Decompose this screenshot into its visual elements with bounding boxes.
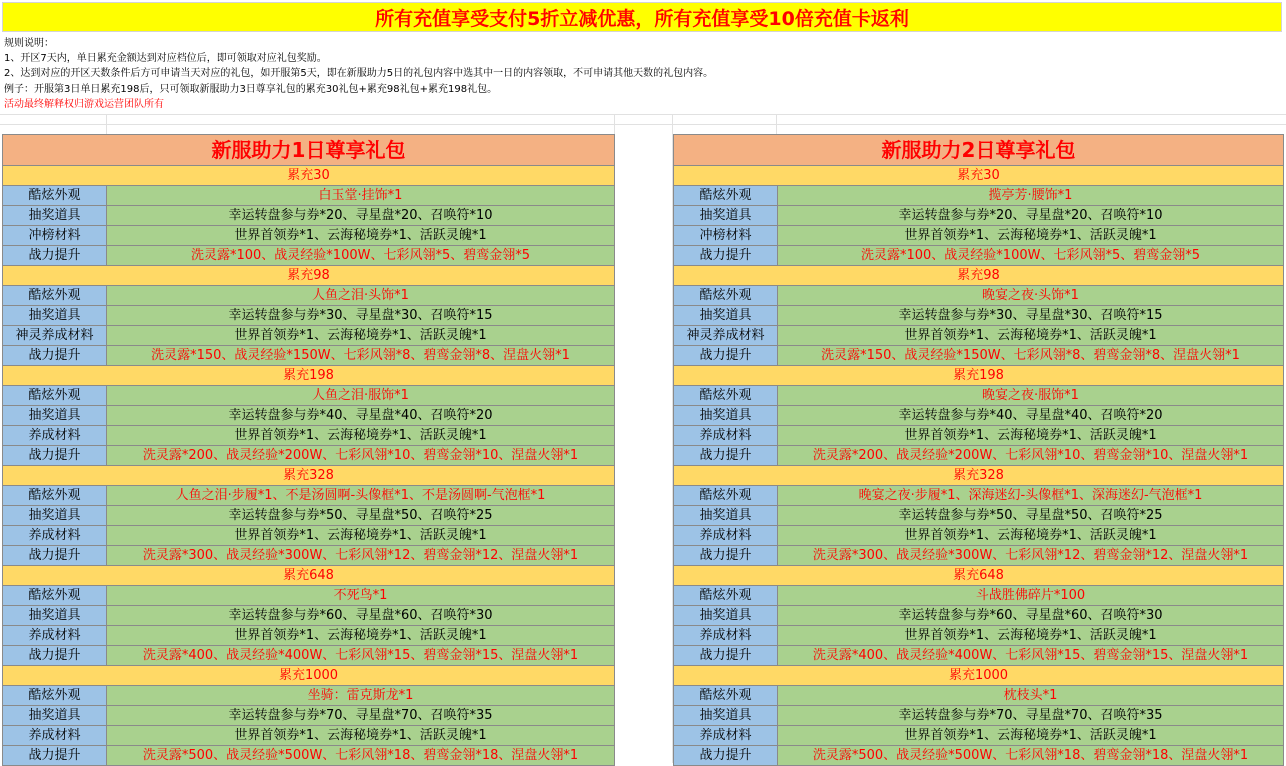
reward-row [3, 526, 615, 546]
reward-category: 养成材料 [3, 526, 107, 546]
reward-row [3, 546, 615, 566]
reward-row [3, 486, 615, 506]
reward-category: 酷炫外观 [674, 386, 778, 406]
reward-category: 酷炫外观 [674, 286, 778, 306]
reward-items: 幸运转盘参与券*30、寻星盘*30、召唤符*15 [778, 306, 1284, 326]
tier-header-row [674, 366, 1284, 386]
reward-items: 世界首领券*1、云海秘境券*1、活跃灵魄*1 [778, 226, 1284, 246]
reward-row [674, 706, 1284, 726]
reward-row [674, 626, 1284, 646]
reward-row [674, 386, 1284, 406]
reward-items: 幸运转盘参与券*70、寻星盘*70、召唤符*35 [778, 706, 1284, 726]
reward-items: 幸运转盘参与券*50、寻星盘*50、召唤符*25 [778, 506, 1284, 526]
reward-category: 抽奖道具 [674, 406, 778, 426]
reward-items: 世界首领券*1、云海秘境券*1、活跃灵魄*1 [107, 226, 615, 246]
reward-category: 酷炫外观 [3, 286, 107, 306]
tier-header-row [3, 366, 615, 386]
reward-row [674, 246, 1284, 266]
reward-items: 世界首领券*1、云海秘境券*1、活跃灵魄*1 [778, 726, 1284, 746]
tier-name: 累充1000 [3, 666, 615, 686]
reward-items: 世界首领券*1、云海秘境券*1、活跃灵魄*1 [107, 626, 615, 646]
reward-category: 战力提升 [3, 246, 107, 266]
reward-row [3, 346, 615, 366]
reward-row [674, 646, 1284, 666]
tier-header-row [674, 466, 1284, 486]
reward-category: 战力提升 [3, 546, 107, 566]
tier-name: 累充30 [674, 166, 1284, 186]
reward-items: 洗灵露*400、战灵经验*400W、七彩风翎*15、碧鸾金翎*15、涅盘火翎*1 [107, 646, 615, 666]
tier-header-row [674, 266, 1284, 286]
reward-items: 世界首领券*1、云海秘境券*1、活跃灵魄*1 [778, 426, 1284, 446]
reward-category: 抽奖道具 [3, 306, 107, 326]
reward-items: 人鱼之泪·步履*1、不是汤圆啊-头像框*1、不是汤圆啊-气泡框*1 [107, 486, 615, 506]
reward-row [3, 686, 615, 706]
reward-items: 洗灵露*300、战灵经验*300W、七彩风翎*12、碧鸾金翎*12、涅盘火翎*1 [107, 546, 615, 566]
reward-category: 战力提升 [674, 446, 778, 466]
reward-row [674, 686, 1284, 706]
tier-name: 累充648 [3, 566, 615, 586]
reward-items: 幸运转盘参与券*30、寻星盘*30、召唤符*15 [107, 306, 615, 326]
gift-panel-day1 [2, 134, 615, 766]
reward-row [3, 186, 615, 206]
reward-category: 战力提升 [3, 446, 107, 466]
reward-items: 洗灵露*400、战灵经验*400W、七彩风翎*15、碧鸾金翎*15、涅盘火翎*1 [778, 646, 1284, 666]
panel-title: 新服助力2日尊享礼包 [674, 135, 1284, 166]
reward-row [3, 306, 615, 326]
reward-category: 养成材料 [3, 626, 107, 646]
reward-items: 幸运转盘参与券*60、寻星盘*60、召唤符*30 [107, 606, 615, 626]
tier-header-row [674, 166, 1284, 186]
reward-category: 抽奖道具 [674, 506, 778, 526]
reward-items: 幸运转盘参与券*50、寻星盘*50、召唤符*25 [107, 506, 615, 526]
tier-header-row [674, 566, 1284, 586]
panel-title-row [674, 135, 1284, 166]
reward-row [3, 446, 615, 466]
rules-heading: 规则说明： [4, 38, 54, 49]
reward-category: 神灵养成材料 [3, 326, 107, 346]
grid-line [0, 114, 1286, 115]
tier-name: 累充1000 [674, 666, 1284, 686]
reward-row [3, 386, 615, 406]
reward-items: 幸运转盘参与券*20、寻星盘*20、召唤符*10 [107, 206, 615, 226]
tier-header-row [3, 166, 615, 186]
tier-name: 累充328 [3, 466, 615, 486]
reward-row [674, 346, 1284, 366]
reward-items: 斗战胜佛碎片*100 [778, 586, 1284, 606]
reward-items: 世界首领券*1、云海秘境券*1、活跃灵魄*1 [107, 726, 615, 746]
reward-items: 幸运转盘参与券*20、寻星盘*20、召唤符*10 [778, 206, 1284, 226]
reward-items: 晚宴之夜·服饰*1 [778, 386, 1284, 406]
reward-items: 洗灵露*100、战灵经验*100W、七彩风翎*5、碧鸾金翎*5 [778, 246, 1284, 266]
reward-row [3, 286, 615, 306]
reward-category: 冲榜材料 [674, 226, 778, 246]
reward-category: 养成材料 [674, 526, 778, 546]
reward-row [3, 226, 615, 246]
reward-row [3, 586, 615, 606]
reward-items: 洗灵露*100、战灵经验*100W、七彩风翎*5、碧鸾金翎*5 [107, 246, 615, 266]
reward-row [3, 646, 615, 666]
reward-row [674, 406, 1284, 426]
reward-category: 战力提升 [674, 246, 778, 266]
reward-items: 幸运转盘参与券*70、寻星盘*70、召唤符*35 [107, 706, 615, 726]
reward-row [674, 206, 1284, 226]
reward-items: 枕枝头*1 [778, 686, 1284, 706]
tier-name: 累充98 [3, 266, 615, 286]
reward-row [3, 326, 615, 346]
reward-row [3, 406, 615, 426]
promo-banner: 所有充值享受支付5折立减优惠，所有充值享受10倍充值卡返利 [2, 2, 1282, 32]
reward-row [674, 546, 1284, 566]
gift-panel-day2 [673, 134, 1284, 766]
rule-example: 例子：开服第3日单日累充198后，只可领取新服助力3日尊享礼包的累充30礼包+累充98礼包+累充198礼包。 [4, 83, 498, 95]
tier-header-row [3, 266, 615, 286]
reward-category: 酷炫外观 [674, 586, 778, 606]
panel-title: 新服助力1日尊享礼包 [3, 135, 615, 166]
reward-category: 抽奖道具 [674, 306, 778, 326]
grid-line [0, 124, 1286, 125]
reward-items: 世界首领券*1、云海秘境券*1、活跃灵魄*1 [107, 526, 615, 546]
reward-items: 洗灵露*200、战灵经验*200W、七彩风翎*10、碧鸾金翎*10、涅盘火翎*1 [778, 446, 1284, 466]
reward-category: 冲榜材料 [3, 226, 107, 246]
reward-items: 人鱼之泪·服饰*1 [107, 386, 615, 406]
reward-items: 洗灵露*500、战灵经验*500W、七彩风翎*18、碧鸾金翎*18、涅盘火翎*1 [778, 746, 1284, 766]
reward-row [3, 606, 615, 626]
reward-category: 酷炫外观 [3, 386, 107, 406]
reward-row [3, 706, 615, 726]
grid-line [106, 114, 107, 134]
reward-category: 抽奖道具 [674, 606, 778, 626]
reward-row [674, 186, 1284, 206]
reward-row [674, 726, 1284, 746]
reward-items: 世界首领券*1、云海秘境券*1、活跃灵魄*1 [107, 326, 615, 346]
reward-items: 世界首领券*1、云海秘境券*1、活跃灵魄*1 [778, 626, 1284, 646]
rule-line-1: 1、开区7天内，单日累充金额达到对应档位后，即可领取对应礼包奖励。 [4, 53, 327, 65]
reward-row [674, 226, 1284, 246]
reward-items: 洗灵露*200、战灵经验*200W、七彩风翎*10、碧鸾金翎*10、涅盘火翎*1 [107, 446, 615, 466]
reward-row [3, 206, 615, 226]
final-interpretation-note: 活动最终解释权归游戏运营团队所有 [4, 98, 164, 110]
tier-name: 累充30 [3, 166, 615, 186]
reward-items: 世界首领券*1、云海秘境券*1、活跃灵魄*1 [778, 326, 1284, 346]
reward-items: 坐骑：雷克斯龙*1 [107, 686, 615, 706]
reward-items: 洗灵露*150、战灵经验*150W、七彩风翎*8、碧鸾金翎*8、涅盘火翎*1 [107, 346, 615, 366]
reward-row [674, 426, 1284, 446]
reward-category: 战力提升 [674, 746, 778, 766]
tier-header-row [3, 466, 615, 486]
reward-category: 战力提升 [3, 646, 107, 666]
tier-header-row [3, 566, 615, 586]
reward-items: 世界首领券*1、云海秘境券*1、活跃灵魄*1 [107, 426, 615, 446]
tier-header-row [3, 666, 615, 686]
reward-category: 酷炫外观 [3, 486, 107, 506]
reward-items: 幸运转盘参与券*40、寻星盘*40、召唤符*20 [107, 406, 615, 426]
reward-items: 不死鸟*1 [107, 586, 615, 606]
reward-row [674, 326, 1284, 346]
reward-category: 酷炫外观 [674, 186, 778, 206]
reward-items: 幸运转盘参与券*60、寻星盘*60、召唤符*30 [778, 606, 1284, 626]
reward-category: 酷炫外观 [3, 686, 107, 706]
reward-row [3, 506, 615, 526]
reward-category: 养成材料 [674, 426, 778, 446]
reward-row [674, 286, 1284, 306]
reward-category: 抽奖道具 [674, 706, 778, 726]
tier-name: 累充198 [674, 366, 1284, 386]
reward-category: 养成材料 [3, 726, 107, 746]
reward-category: 酷炫外观 [3, 186, 107, 206]
reward-row [3, 246, 615, 266]
reward-items: 洗灵露*500、战灵经验*500W、七彩风翎*18、碧鸾金翎*18、涅盘火翎*1 [107, 746, 615, 766]
reward-row [674, 586, 1284, 606]
reward-row [674, 306, 1284, 326]
reward-category: 酷炫外观 [674, 686, 778, 706]
reward-category: 战力提升 [3, 346, 107, 366]
reward-category: 养成材料 [674, 626, 778, 646]
reward-category: 抽奖道具 [3, 706, 107, 726]
reward-category: 酷炫外观 [3, 586, 107, 606]
reward-category: 抽奖道具 [674, 206, 778, 226]
rules-section [4, 36, 1282, 112]
reward-row [3, 426, 615, 446]
tier-name: 累充98 [674, 266, 1284, 286]
reward-items: 洗灵露*150、战灵经验*150W、七彩风翎*8、碧鸾金翎*8、涅盘火翎*1 [778, 346, 1284, 366]
tier-name: 累充328 [674, 466, 1284, 486]
reward-row [674, 526, 1284, 546]
reward-row [674, 606, 1284, 626]
reward-items: 世界首领券*1、云海秘境券*1、活跃灵魄*1 [778, 526, 1284, 546]
reward-category: 酷炫外观 [674, 486, 778, 506]
tier-header-row [674, 666, 1284, 686]
reward-row [674, 486, 1284, 506]
reward-category: 抽奖道具 [3, 406, 107, 426]
reward-items: 揽亭芳·腰饰*1 [778, 186, 1284, 206]
panel-title-row [3, 135, 615, 166]
reward-category: 神灵养成材料 [674, 326, 778, 346]
reward-row [674, 506, 1284, 526]
reward-category: 抽奖道具 [3, 206, 107, 226]
reward-category: 养成材料 [674, 726, 778, 746]
reward-row [674, 446, 1284, 466]
reward-items: 幸运转盘参与券*40、寻星盘*40、召唤符*20 [778, 406, 1284, 426]
reward-category: 抽奖道具 [3, 506, 107, 526]
grid-line [776, 114, 777, 134]
reward-items: 晚宴之夜·步履*1、深海迷幻-头像框*1、深海迷幻-气泡框*1 [778, 486, 1284, 506]
reward-category: 养成材料 [3, 426, 107, 446]
reward-category: 战力提升 [674, 546, 778, 566]
reward-category: 战力提升 [674, 346, 778, 366]
reward-items: 洗灵露*300、战灵经验*300W、七彩风翎*12、碧鸾金翎*12、涅盘火翎*1 [778, 546, 1284, 566]
reward-items: 人鱼之泪·头饰*1 [107, 286, 615, 306]
reward-category: 战力提升 [674, 646, 778, 666]
reward-items: 白玉堂·挂饰*1 [107, 186, 615, 206]
tier-name: 累充198 [3, 366, 615, 386]
reward-row [3, 726, 615, 746]
reward-category: 战力提升 [3, 746, 107, 766]
tier-name: 累充648 [674, 566, 1284, 586]
rule-line-2: 2、达到对应的开区天数条件后方可申请当天对应的礼包，如开服第5天，即在新服助力5日的礼包内容中选其中一日的内容领取，不可申请其他天数的礼包内容。 [4, 68, 714, 80]
reward-category: 抽奖道具 [3, 606, 107, 626]
reward-items: 晚宴之夜·头饰*1 [778, 286, 1284, 306]
reward-row [3, 626, 615, 646]
